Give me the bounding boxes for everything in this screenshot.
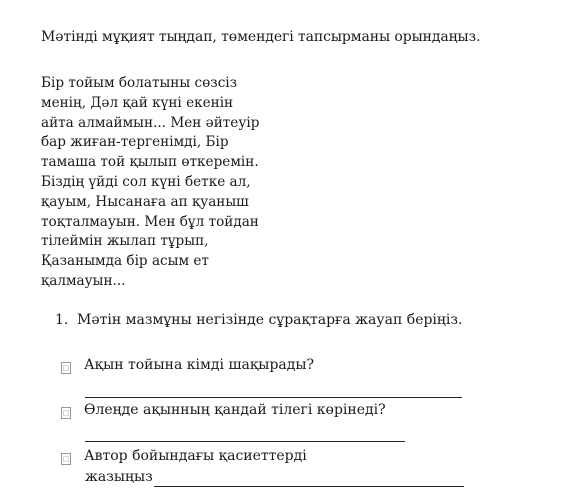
answer-line[interactable] xyxy=(85,441,405,442)
poem-line: Бір тойым болатыны сөзсіз xyxy=(41,75,238,91)
poem-line: бар жиған-тергенімді, Бір xyxy=(41,134,229,151)
poem-line: Қазанымда бір асым ет xyxy=(41,253,209,270)
poem-line: тілеймін жылап тұрып, xyxy=(41,233,209,250)
checkbox-bullet-icon: □ xyxy=(62,364,70,372)
question-text: Ақын тойына кімді шақырады? xyxy=(84,357,315,373)
instruction-text: Мәтінді мұқият тыңдап, төмендегі тапсырманы орындаңыз. xyxy=(41,29,481,45)
task-heading xyxy=(55,312,462,328)
poem-text xyxy=(41,74,259,292)
checkbox-bullet-icon: □ xyxy=(62,409,70,417)
poem-line: тамаша той қылып өткеремін. xyxy=(41,154,259,171)
question-text: Өлеңде ақынның қандай тілегі көрінеді? xyxy=(84,402,386,418)
poem-line: қалмауын... xyxy=(41,272,126,289)
task-number: 1. xyxy=(55,312,69,328)
answer-line[interactable] xyxy=(154,486,464,487)
question-text: Автор бойындағы қасиеттерді xyxy=(84,448,307,464)
poem-line: тоқталмауын. Мен бұл тойдан xyxy=(41,213,259,230)
question-item xyxy=(61,448,307,465)
task-text: Мәтін мазмұны негізінде сұрақтарға жауап беріңіз. xyxy=(77,312,463,328)
question-item xyxy=(61,357,314,374)
poem-line: менің, Дәл қай күні екенін xyxy=(41,94,234,111)
checkbox-bullet-icon: □ xyxy=(62,455,70,463)
question-item xyxy=(61,402,386,419)
answer-line[interactable] xyxy=(85,397,462,398)
poem-line: қауым, Нысанаға ап қуаныш xyxy=(41,193,249,210)
question-continuation: жазыңыз xyxy=(85,469,153,485)
poem-line: Біздің үйді сол күні бетке ал, xyxy=(41,173,251,190)
poem-line: айта алмаймын... Мен әйтеуір xyxy=(41,114,260,131)
